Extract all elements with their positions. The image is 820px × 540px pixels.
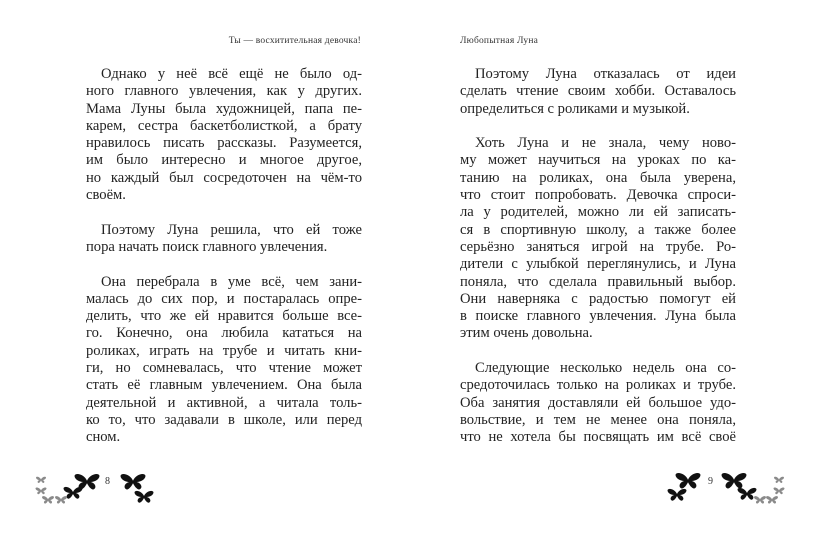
text-line: ко то, что задавали в школе, или перед [86,411,362,428]
butterfly-icon [676,473,701,489]
text-line: ла у родителей, можно ли ей записать- [460,204,736,221]
butterfly-icon [754,496,766,503]
text-line: ги, но сомневалась, что чтение может [86,360,362,377]
butterfly-icon [668,489,687,501]
text-line: Поэтому Луна отказалась от идеи [475,66,736,82]
text-line: танию на роликах, она была уверена, [460,169,736,186]
text-line: своём. [86,187,126,204]
text-line: делить, что же ей нравится больше все- [86,308,362,325]
text-line: Поэтому Луна решила, что ей тоже [101,221,362,238]
text-line: Оба занятия доставляли ей большое удо- [460,394,736,411]
text-line: средоточилась только на роликах и трубе. [460,377,736,394]
butterfly-icon [774,477,784,483]
butterfly-icon [36,477,46,483]
text-line: карем, сестра баскетболисткой, а брату [86,117,362,134]
text-line: Они наверняка с радостью помогут ей [460,290,736,307]
butterfly-icon [722,473,747,489]
text-line: им было интересно и многое другое, [86,152,362,169]
text-line: роликах, играть на трубе и читать кни- [86,342,362,359]
butterfly-icon [75,474,100,490]
text-line: поняла, что сделала правильный выбор. [460,273,736,290]
text-line: ся в спортивную школу, а также более [460,221,736,238]
butterfly-icon [738,488,757,500]
page-number: 9 [708,476,713,487]
text-line: дители с улыбкой переглянулись, и Луна [460,256,736,273]
butterfly-icon [55,496,67,503]
butterfly-icon [121,474,146,490]
text-line: нравилось писать рассказы. Разумеется, [86,135,362,152]
text-line: в поиске главного увлечения. Луна была [460,308,736,325]
text-line: Следующие несколько недель она со- [475,360,736,377]
text-line: но каждый был сосредоточен на чём-то [86,169,362,186]
text-line: ного главного увлечения, как у других. [86,83,362,100]
text-line: этим очень довольна. [460,325,593,342]
text-line: Мама Луны была художницей, папа пе- [86,100,362,117]
text-line: деятельной и активной, а читала толь- [86,394,362,411]
butterfly-icon [42,496,54,503]
butterfly-icon [135,491,154,503]
text-line: что стоит попробовать. Девочка спроси- [460,187,736,204]
page-number: 8 [105,476,110,487]
text-line: Она перебрала в уме всё, чем зани- [101,273,362,290]
text-line: го. Конечно, она любила кататься на [86,325,362,342]
right-page [410,0,820,540]
text-line: вольствие, и тем не менее она поняла, [460,411,736,428]
text-line: серьёзно заняться игрой на трубе. Ро- [460,238,736,255]
text-line: что не хотела бы посвящать им всё своё [460,429,736,446]
text-line: Хоть Луна и не знала, чему ново- [475,135,736,152]
butterfly-icon [766,496,778,503]
text-line: Однако у неё всё ещё не было од- [101,66,362,82]
running-head: Ты — восхитительная девочка! [228,36,361,46]
butterfly-icon [774,487,785,494]
text-line: му может научиться на уроках по ка- [460,152,736,169]
butterfly-icon [36,487,47,494]
text-line: сном. [86,429,121,446]
text-line: определиться с роликами и музыкой. [460,100,690,117]
text-line: малась до сих пор, и постаралась опре- [86,290,362,307]
text-line: пора начать поиск главного увлечения. [86,238,328,255]
running-head: Любопытная Луна [460,36,539,46]
text-line: стать её главным увлечением. Она была [86,377,362,394]
text-line: сделать чтение своим хобби. Оставалось [460,83,736,100]
